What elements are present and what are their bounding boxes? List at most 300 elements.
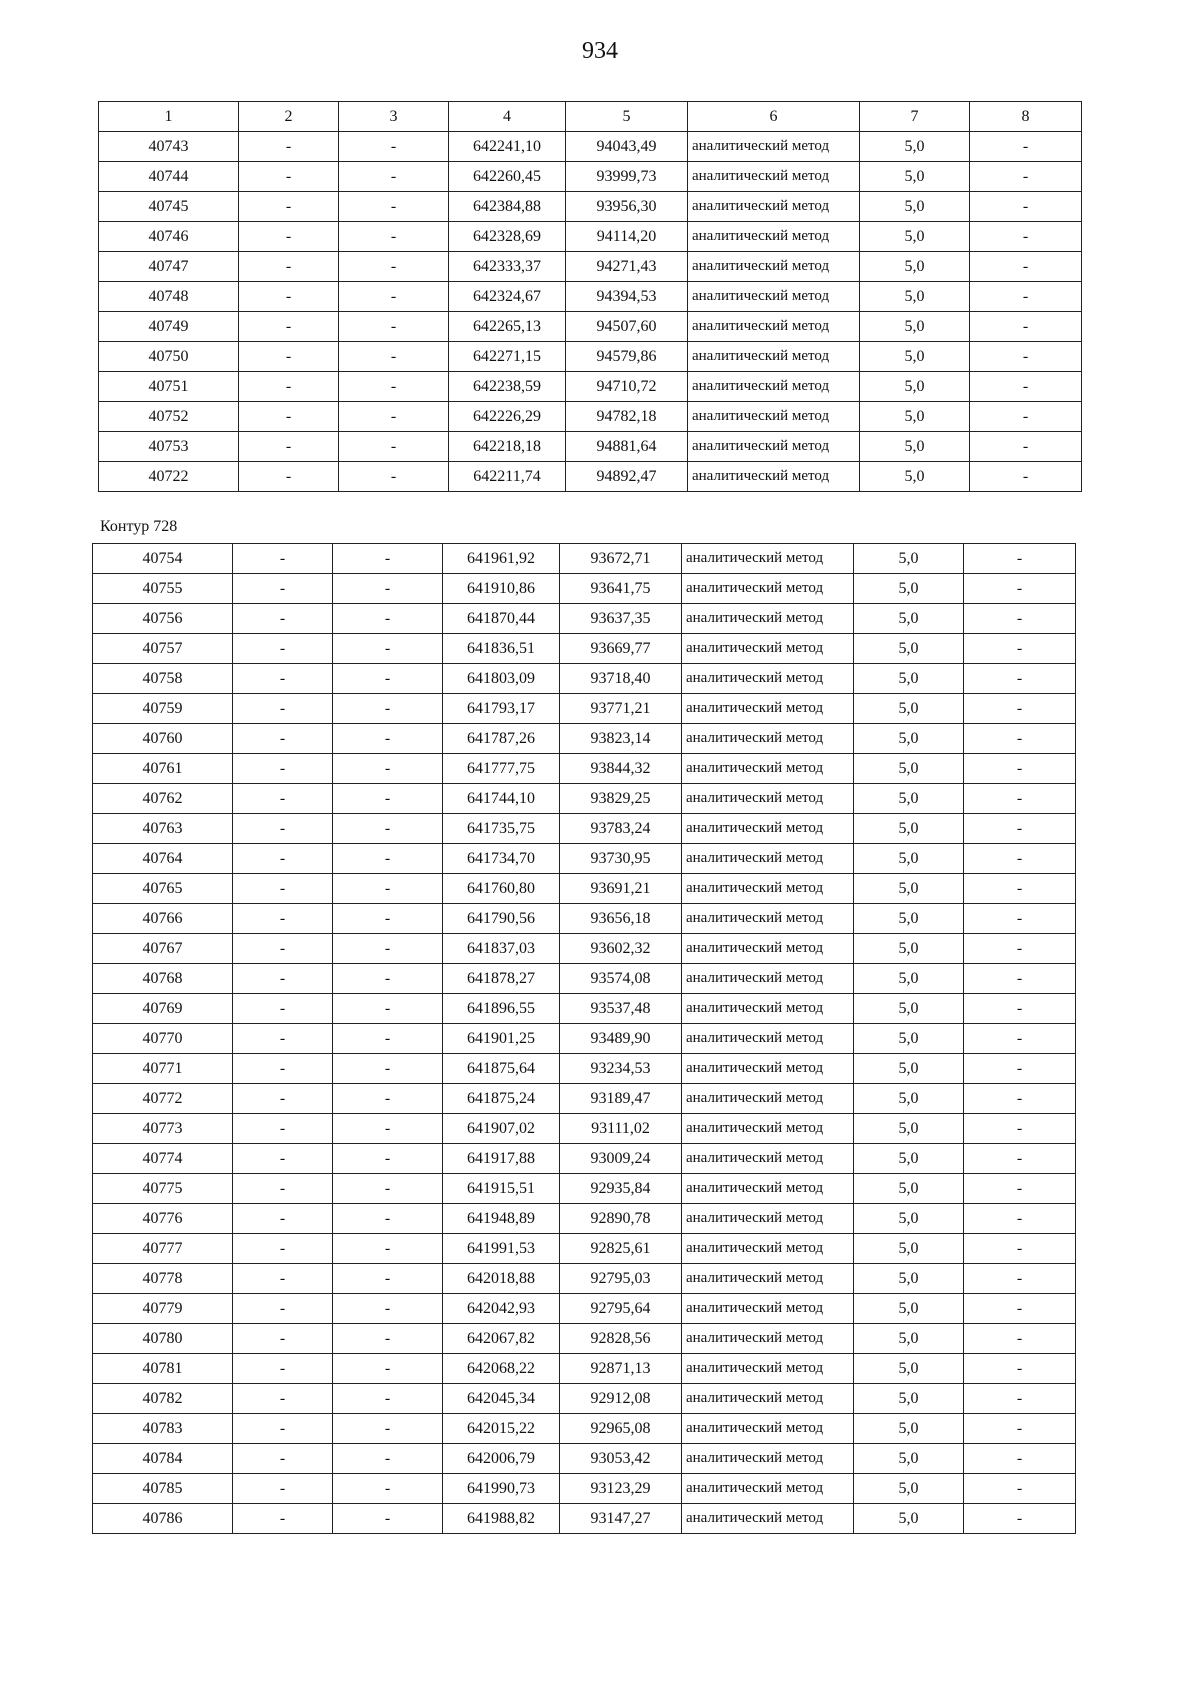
table-cell: 93574,08	[560, 964, 682, 994]
section-label: Контур 728	[100, 518, 178, 535]
table-cell: 5,0	[860, 162, 970, 192]
table-cell: 93718,40	[560, 664, 682, 694]
table-cell: 40750	[99, 342, 239, 372]
table-body-bottom	[93, 544, 1076, 1534]
table-cell: 40776	[93, 1204, 233, 1234]
table-cell: -	[339, 132, 449, 162]
table-cell: -	[233, 754, 333, 784]
table-cell: 5,0	[854, 724, 964, 754]
table-cell: 5,0	[854, 844, 964, 874]
table-cell: 40786	[93, 1504, 233, 1534]
table-cell: 93489,90	[560, 1024, 682, 1054]
table-cell: 642218,18	[449, 432, 566, 462]
table-row	[99, 252, 1082, 282]
table-cell: 40777	[93, 1234, 233, 1264]
table-cell: -	[333, 1474, 443, 1504]
table-cell: 40760	[93, 724, 233, 754]
table-cell: -	[964, 1414, 1076, 1444]
table-cell: -	[964, 814, 1076, 844]
table-row	[93, 1234, 1076, 1264]
table-cell: -	[964, 574, 1076, 604]
table-cell: 93641,75	[560, 574, 682, 604]
table-cell: 93537,48	[560, 994, 682, 1024]
table-cell: аналитический метод	[688, 462, 860, 492]
table-cell: 5,0	[860, 402, 970, 432]
table-row	[93, 844, 1076, 874]
table-cell: аналитический метод	[682, 1414, 854, 1444]
table-row	[93, 634, 1076, 664]
table-cell: -	[233, 1204, 333, 1234]
table-cell: -	[964, 1354, 1076, 1384]
table-cell: -	[970, 222, 1082, 252]
table-cell: 642238,59	[449, 372, 566, 402]
table-cell: 641948,89	[443, 1204, 560, 1234]
table-cell: 40773	[93, 1114, 233, 1144]
table-cell: аналитический метод	[682, 1264, 854, 1294]
table-cell: -	[964, 1444, 1076, 1474]
table-row	[99, 432, 1082, 462]
table-cell: аналитический метод	[688, 222, 860, 252]
table-cell: аналитический метод	[682, 904, 854, 934]
table-cell: -	[970, 402, 1082, 432]
table-cell: 5,0	[854, 664, 964, 694]
table-row	[93, 964, 1076, 994]
table-cell: аналитический метод	[682, 664, 854, 694]
table-cell: 94114,20	[566, 222, 688, 252]
table-cell: аналитический метод	[688, 372, 860, 402]
table-cell: -	[333, 754, 443, 784]
table-cell: -	[333, 694, 443, 724]
table-cell: -	[339, 432, 449, 462]
table-cell: -	[239, 132, 339, 162]
table-row	[93, 694, 1076, 724]
table-cell: -	[970, 192, 1082, 222]
table-cell: 40759	[93, 694, 233, 724]
table-cell: 642067,82	[443, 1324, 560, 1354]
table-cell: 40765	[93, 874, 233, 904]
table-cell: 642211,74	[449, 462, 566, 492]
table-cell: аналитический метод	[688, 342, 860, 372]
table-cell: 642006,79	[443, 1444, 560, 1474]
table-cell: -	[333, 724, 443, 754]
column-header: 6	[688, 102, 860, 132]
table-cell: 40754	[93, 544, 233, 574]
table-row	[99, 192, 1082, 222]
table-cell: 5,0	[854, 1444, 964, 1474]
table-row	[99, 222, 1082, 252]
table-cell: -	[233, 814, 333, 844]
table-cell: аналитический метод	[682, 1234, 854, 1264]
table-cell: -	[333, 574, 443, 604]
table-cell: -	[333, 934, 443, 964]
table-cell: -	[964, 874, 1076, 904]
table-row	[93, 1144, 1076, 1174]
table-cell: 641878,27	[443, 964, 560, 994]
table-cell: 5,0	[854, 1384, 964, 1414]
table-cell: 40781	[93, 1354, 233, 1384]
table-cell: 40784	[93, 1444, 233, 1474]
table-row	[93, 994, 1076, 1024]
table-cell: -	[233, 994, 333, 1024]
table-row	[99, 462, 1082, 492]
table-cell: -	[333, 1054, 443, 1084]
table-cell: -	[970, 312, 1082, 342]
table-cell: 641988,82	[443, 1504, 560, 1534]
table-row	[93, 544, 1076, 574]
table-cell: -	[239, 312, 339, 342]
table-cell: -	[333, 1234, 443, 1264]
table-cell: -	[964, 844, 1076, 874]
table-cell: -	[964, 904, 1076, 934]
table-cell: 93009,24	[560, 1144, 682, 1174]
table-row	[93, 934, 1076, 964]
table-cell: 40763	[93, 814, 233, 844]
table-cell: -	[333, 1264, 443, 1294]
table-cell: 40757	[93, 634, 233, 664]
table-cell: 94507,60	[566, 312, 688, 342]
table-cell: -	[233, 694, 333, 724]
table-cell: -	[970, 432, 1082, 462]
table-row	[93, 1204, 1076, 1234]
table-cell: -	[233, 1414, 333, 1444]
table-cell: 641901,25	[443, 1024, 560, 1054]
table-cell: 40751	[99, 372, 239, 402]
table-row	[99, 342, 1082, 372]
table-cell: -	[964, 604, 1076, 634]
table-cell: -	[239, 342, 339, 372]
table-cell: 93829,25	[560, 784, 682, 814]
table-cell: -	[239, 432, 339, 462]
table-cell: -	[970, 372, 1082, 402]
table-cell: -	[964, 1144, 1076, 1174]
table-cell: 642324,67	[449, 282, 566, 312]
table-cell: -	[333, 1354, 443, 1384]
table-cell: аналитический метод	[682, 1294, 854, 1324]
table-cell: аналитический метод	[682, 1084, 854, 1114]
table-cell: 92795,64	[560, 1294, 682, 1324]
table-cell: 641896,55	[443, 994, 560, 1024]
table-cell: 5,0	[854, 1084, 964, 1114]
table-cell: 5,0	[854, 784, 964, 814]
table-cell: -	[964, 544, 1076, 574]
table-cell: 94043,49	[566, 132, 688, 162]
table-cell: 94394,53	[566, 282, 688, 312]
table-cell: -	[239, 402, 339, 432]
table-cell: 92871,13	[560, 1354, 682, 1384]
table-cell: 5,0	[854, 994, 964, 1024]
table-cell: -	[964, 1264, 1076, 1294]
table-cell: -	[964, 1084, 1076, 1114]
table-cell: 641875,64	[443, 1054, 560, 1084]
table-cell: 94782,18	[566, 402, 688, 432]
table-cell: аналитический метод	[688, 432, 860, 462]
table-cell: 642018,88	[443, 1264, 560, 1294]
table-cell: 642042,93	[443, 1294, 560, 1324]
table-cell: 5,0	[854, 574, 964, 604]
table-cell: -	[339, 402, 449, 432]
table-cell: 93730,95	[560, 844, 682, 874]
table-cell: аналитический метод	[682, 1024, 854, 1054]
table-cell: 40752	[99, 402, 239, 432]
table-cell: 93691,21	[560, 874, 682, 904]
table-cell: -	[970, 252, 1082, 282]
table-cell: -	[233, 1084, 333, 1114]
table-cell: 40722	[99, 462, 239, 492]
table-cell: аналитический метод	[682, 604, 854, 634]
table-cell: -	[233, 844, 333, 874]
table-cell: -	[333, 634, 443, 664]
table-cell: 93123,29	[560, 1474, 682, 1504]
table-cell: аналитический метод	[688, 252, 860, 282]
table-cell: -	[233, 1024, 333, 1054]
table-cell: 93844,32	[560, 754, 682, 784]
table-cell: -	[333, 604, 443, 634]
table-row	[99, 402, 1082, 432]
table-row	[99, 312, 1082, 342]
table-cell: аналитический метод	[682, 1384, 854, 1414]
table-cell: -	[964, 634, 1076, 664]
table-cell: -	[970, 162, 1082, 192]
table-cell: -	[239, 462, 339, 492]
table-cell: 5,0	[854, 1414, 964, 1444]
table-cell: аналитический метод	[682, 874, 854, 904]
table-cell: 5,0	[854, 1114, 964, 1144]
table-row	[93, 814, 1076, 844]
table-cell: 5,0	[854, 604, 964, 634]
table-cell: 5,0	[860, 192, 970, 222]
table-cell: -	[339, 222, 449, 252]
table-cell: аналитический метод	[682, 994, 854, 1024]
table-cell: -	[333, 1414, 443, 1444]
table-cell: 93823,14	[560, 724, 682, 754]
table-cell: -	[964, 754, 1076, 784]
table-cell: 93053,42	[560, 1444, 682, 1474]
table-cell: аналитический метод	[682, 1174, 854, 1204]
table-cell: аналитический метод	[682, 634, 854, 664]
table-cell: -	[964, 1204, 1076, 1234]
table-cell: 642068,22	[443, 1354, 560, 1384]
table-cell: 40774	[93, 1144, 233, 1174]
table-cell: -	[233, 664, 333, 694]
coordinates-table-top	[98, 101, 1082, 492]
table-cell: 93999,73	[566, 162, 688, 192]
table-cell: аналитический метод	[682, 844, 854, 874]
table-cell: 641787,26	[443, 724, 560, 754]
table-cell: аналитический метод	[688, 192, 860, 222]
table-cell: 40755	[93, 574, 233, 604]
table-cell: 5,0	[854, 1054, 964, 1084]
table-row	[93, 1024, 1076, 1054]
table-cell: 40785	[93, 1474, 233, 1504]
table-cell: 94892,47	[566, 462, 688, 492]
table-cell: 40766	[93, 904, 233, 934]
table-cell: 93956,30	[566, 192, 688, 222]
table-cell: 92965,08	[560, 1414, 682, 1444]
table-cell: 5,0	[854, 934, 964, 964]
table-cell: -	[964, 964, 1076, 994]
table-cell: -	[964, 1294, 1076, 1324]
table-cell: аналитический метод	[682, 754, 854, 784]
table-cell: -	[964, 1504, 1076, 1534]
table-row	[93, 604, 1076, 634]
table-cell: 92828,56	[560, 1324, 682, 1354]
table-cell: -	[333, 904, 443, 934]
table-cell: -	[233, 904, 333, 934]
table-cell: 5,0	[854, 1354, 964, 1384]
table-row	[93, 1324, 1076, 1354]
table-cell: аналитический метод	[682, 1114, 854, 1144]
table-cell: 642333,37	[449, 252, 566, 282]
table-cell: аналитический метод	[682, 1474, 854, 1504]
table-cell: 40769	[93, 994, 233, 1024]
table-cell: аналитический метод	[682, 1144, 854, 1174]
table-cell: 5,0	[854, 1474, 964, 1504]
table-cell: 5,0	[854, 754, 964, 784]
table-cell: 93637,35	[560, 604, 682, 634]
table-cell: -	[339, 282, 449, 312]
table-cell: 5,0	[860, 222, 970, 252]
table-cell: -	[333, 1174, 443, 1204]
table-cell: 93669,77	[560, 634, 682, 664]
table-cell: 641837,03	[443, 934, 560, 964]
table-cell: -	[964, 1174, 1076, 1204]
table-row	[93, 574, 1076, 604]
table-cell: -	[339, 312, 449, 342]
table-cell: -	[333, 874, 443, 904]
table-cell: 5,0	[854, 1324, 964, 1354]
table-cell: -	[339, 342, 449, 372]
table-cell: -	[333, 994, 443, 1024]
table-cell: -	[964, 784, 1076, 814]
table-row	[93, 1054, 1076, 1084]
table-cell: аналитический метод	[682, 1324, 854, 1354]
table-cell: -	[233, 544, 333, 574]
table-cell: -	[233, 1474, 333, 1504]
table-cell: 5,0	[860, 462, 970, 492]
table-cell: 5,0	[854, 1264, 964, 1294]
table-cell: 40782	[93, 1384, 233, 1414]
table-cell: -	[964, 1384, 1076, 1414]
table-row	[93, 664, 1076, 694]
table-cell: -	[333, 1294, 443, 1324]
table-cell: аналитический метод	[688, 282, 860, 312]
table-cell: 40772	[93, 1084, 233, 1114]
table-row	[93, 724, 1076, 754]
table-row	[93, 1114, 1076, 1144]
table-cell: 92795,03	[560, 1264, 682, 1294]
table-cell: 40746	[99, 222, 239, 252]
table-cell: -	[333, 844, 443, 874]
table-cell: -	[970, 342, 1082, 372]
table-cell: -	[964, 1054, 1076, 1084]
table-cell: -	[339, 372, 449, 402]
table-cell: -	[233, 1444, 333, 1474]
column-header: 1	[99, 102, 239, 132]
table-cell: аналитический метод	[682, 724, 854, 754]
table-cell: аналитический метод	[682, 694, 854, 724]
table-cell: -	[239, 222, 339, 252]
column-header: 3	[339, 102, 449, 132]
table-cell: -	[233, 724, 333, 754]
table-cell: -	[964, 694, 1076, 724]
table-row	[93, 784, 1076, 814]
table-cell: -	[233, 784, 333, 814]
table-cell: 641803,09	[443, 664, 560, 694]
table-row	[93, 1084, 1076, 1114]
table-cell: аналитический метод	[682, 964, 854, 994]
table-cell: -	[970, 462, 1082, 492]
table-cell: аналитический метод	[682, 1444, 854, 1474]
table-cell: аналитический метод	[682, 1204, 854, 1234]
table-cell: -	[233, 634, 333, 664]
table-cell: 40778	[93, 1264, 233, 1294]
table-cell: 641907,02	[443, 1114, 560, 1144]
table-cell: 5,0	[860, 342, 970, 372]
table-cell: 5,0	[854, 904, 964, 934]
table-cell: аналитический метод	[682, 934, 854, 964]
table-cell: аналитический метод	[682, 814, 854, 844]
table-row	[93, 1174, 1076, 1204]
table-cell: 642226,29	[449, 402, 566, 432]
table-cell: 94710,72	[566, 372, 688, 402]
table-cell: 40761	[93, 754, 233, 784]
table-cell: -	[239, 192, 339, 222]
table-cell: -	[233, 874, 333, 904]
table-cell: -	[233, 1174, 333, 1204]
header-row	[99, 102, 1082, 132]
table-cell: 5,0	[854, 874, 964, 904]
table-row	[99, 282, 1082, 312]
table-row	[99, 162, 1082, 192]
table-cell: 641917,88	[443, 1144, 560, 1174]
table-cell: 642271,15	[449, 342, 566, 372]
table-cell: 93189,47	[560, 1084, 682, 1114]
table-row	[99, 372, 1082, 402]
table-cell: 93234,53	[560, 1054, 682, 1084]
table-row	[93, 754, 1076, 784]
table-cell: 641910,86	[443, 574, 560, 604]
table-cell: -	[964, 1234, 1076, 1264]
table-cell: 93672,71	[560, 544, 682, 574]
table-cell: -	[233, 1144, 333, 1174]
table-cell: -	[233, 1384, 333, 1414]
table-cell: аналитический метод	[682, 544, 854, 574]
table-cell: -	[233, 604, 333, 634]
table-cell: 5,0	[860, 312, 970, 342]
table-cell: 40764	[93, 844, 233, 874]
table-cell: -	[233, 1504, 333, 1534]
table-cell: 642015,22	[443, 1414, 560, 1444]
table-cell: -	[333, 1084, 443, 1114]
table-cell: 40744	[99, 162, 239, 192]
column-header: 4	[449, 102, 566, 132]
table-cell: -	[233, 574, 333, 604]
table-cell: 93656,18	[560, 904, 682, 934]
table-cell: 5,0	[854, 1024, 964, 1054]
table-cell: аналитический метод	[682, 1054, 854, 1084]
table-cell: 5,0	[860, 252, 970, 282]
table-cell: -	[339, 192, 449, 222]
table-cell: аналитический метод	[688, 402, 860, 432]
table-cell: 641991,53	[443, 1234, 560, 1264]
table-cell: 642045,34	[443, 1384, 560, 1414]
column-header: 2	[239, 102, 339, 132]
table-cell: -	[233, 964, 333, 994]
table-cell: 5,0	[860, 372, 970, 402]
table-cell: 40748	[99, 282, 239, 312]
table-cell: 92912,08	[560, 1384, 682, 1414]
column-header: 8	[970, 102, 1082, 132]
